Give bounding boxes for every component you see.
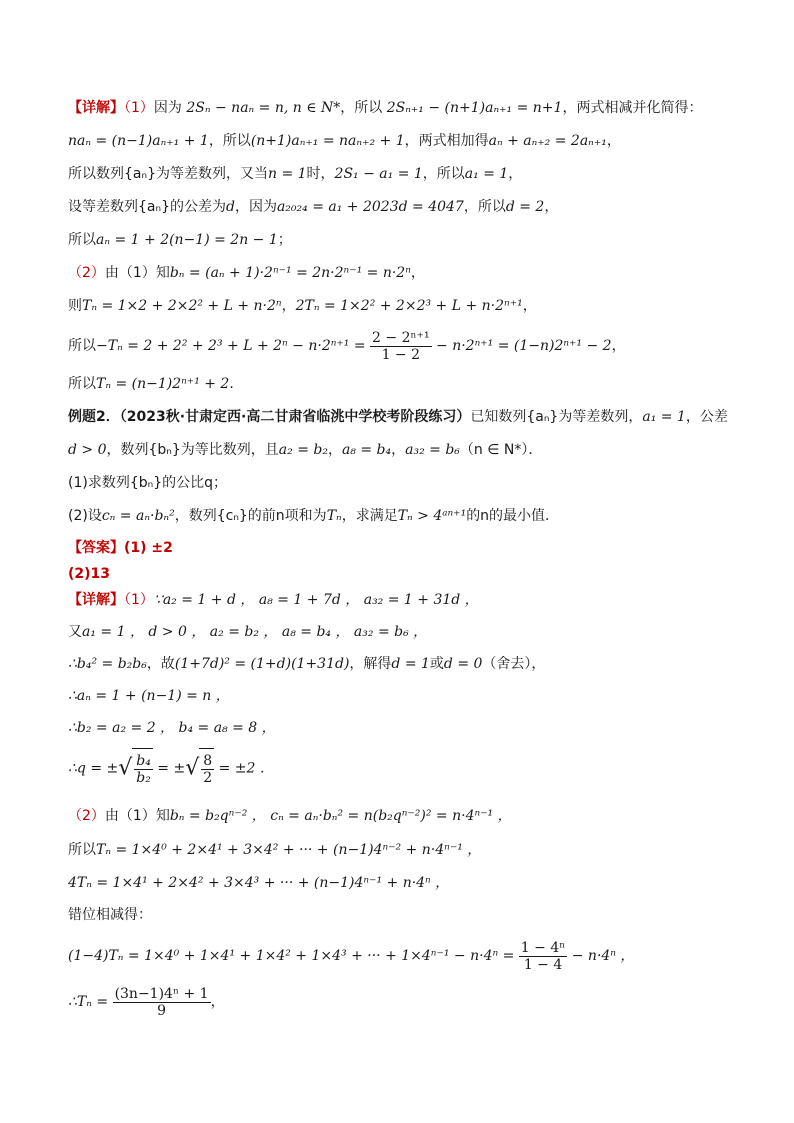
fraction-denominator: 1 − 2 (381, 346, 421, 363)
text: ，两式相加得 (404, 133, 489, 149)
text: 所以 (68, 232, 96, 248)
text: ， (410, 265, 425, 281)
text: ，数列{cₙ}的前n项和为 (174, 508, 327, 524)
text: （n ∈ N*）． (459, 442, 543, 458)
detail-line-3 (68, 164, 728, 184)
math: − n·2ⁿ⁺¹ = (1−n)2ⁿ⁺¹ − 2 (436, 338, 612, 354)
math: n = 1 (267, 166, 307, 182)
fraction-denominator: 9 (157, 1002, 167, 1019)
fraction (370, 330, 432, 363)
math: a₂ = b₂ (278, 442, 328, 458)
math: ∴b₄² = b₂b₆ (68, 656, 147, 672)
math: − n·4ⁿ ， (571, 948, 635, 964)
sqrt-icon: √ (185, 755, 200, 781)
detail2-part2-line-3 (68, 873, 728, 893)
detail-tag: 【详解】 (68, 100, 124, 116)
text: ，公差 (685, 409, 728, 425)
math: Tₙ = 1×4⁰ + 2×4¹ + 3×4² + ··· + (n−1)4ⁿ⁻² + n·4ⁿ⁻¹ ， (96, 842, 482, 858)
question-2 (68, 506, 728, 526)
math: bₙ = (aₙ + 1)·2ⁿ⁻¹ = 2n·2ⁿ⁻¹ = n·2ⁿ (169, 265, 411, 281)
answer-2: (2)13 (68, 566, 111, 582)
answer-line-2 (68, 564, 728, 584)
math: 2Tₙ = 1×2² + 2×2³ + L + n·2ⁿ⁺¹ (295, 298, 523, 314)
math: ∴b₂ = a₂ = 2 ， b₄ = a₈ = 8 ， (68, 720, 276, 736)
part-label: （1） (124, 592, 154, 608)
text: ， (611, 338, 626, 354)
text: ， (606, 133, 621, 149)
text: ，所以 (422, 166, 465, 182)
fraction-numerator: 2 − 2ⁿ⁺¹ (372, 329, 430, 346)
math: d = 1 (391, 656, 430, 672)
text: ，故 (146, 656, 175, 672)
sqrt-body (132, 748, 153, 789)
question-1 (68, 473, 728, 493)
fraction-numerator: (3n−1)4ⁿ + 1 (114, 985, 209, 1002)
question-text: (1)求数列{bₙ}的公比q； (68, 475, 227, 491)
text: ； (277, 232, 292, 248)
math: 2Sₙ − naₙ = n, n ∈ N* (186, 100, 341, 116)
fraction-numerator: 1 − 4ⁿ (520, 939, 566, 956)
example2-line-2 (68, 440, 728, 460)
text: ， (210, 994, 225, 1010)
answer-tag: 【答案】 (68, 540, 124, 556)
detail2-line-4 (68, 686, 728, 706)
text: 或 (429, 656, 444, 672)
math: (n+1)aₙ₊₁ = naₙ₊₂ + 1 (250, 133, 405, 149)
text: 则 (68, 298, 82, 314)
math: Tₙ = 1×2 + 2×2² + L + n·2ⁿ (82, 298, 282, 314)
detail2-part2-line-2 (68, 840, 728, 860)
text: 所以 (68, 376, 96, 392)
detail2-part2-line-1 (68, 806, 728, 826)
fraction (201, 753, 214, 786)
fraction-denominator: b₂ (136, 769, 151, 786)
example-source: （2023秋·甘肃定西·高二甘肃省临洮中学校考阶段练习） (119, 409, 471, 425)
math: a₁ = 1 ， d > 0 ， a₂ = b₂ ， a₈ = b₄ ， a₃₂ = b₆ ， (82, 624, 428, 640)
math: = ± (157, 760, 186, 777)
detail2-line-2 (68, 622, 728, 642)
part-label: （1） (124, 100, 154, 116)
math: cₙ = aₙ·bₙ² (101, 508, 175, 524)
text: . (229, 376, 234, 392)
text: 因为 (153, 100, 182, 116)
example-title: 例题2． (68, 409, 120, 425)
sqrt-icon: √ (118, 755, 133, 781)
detail-line-2 (68, 131, 728, 151)
detail-line-5 (68, 230, 728, 250)
text: 所以 (68, 842, 96, 858)
text: 由（1）知 (104, 265, 170, 281)
math: −Tₙ = 2 + 2² + 2³ + L + 2ⁿ − n·2ⁿ⁺¹ = (96, 338, 366, 354)
text: ，所以 (340, 100, 383, 116)
text: ， (281, 298, 296, 314)
text: 由（1）知 (104, 808, 170, 824)
math: d > 0 (68, 442, 107, 458)
text: ， (391, 442, 406, 458)
fraction-denominator: 2 (203, 769, 213, 786)
part-label: （2） (68, 808, 105, 824)
detail-line-1 (68, 98, 728, 118)
sqrt-body (199, 748, 214, 789)
fraction-numerator: b₄ (136, 752, 151, 769)
text: ， (522, 298, 537, 314)
math: a₈ = b₄ (341, 442, 392, 458)
fraction (113, 986, 211, 1019)
math: 2Sₙ₊₁ − (n+1)aₙ₊₁ = n+1 (386, 100, 563, 116)
detail-tag: 【详解】 (68, 592, 124, 608)
fraction-denominator: 1 − 4 (523, 956, 563, 973)
fraction-numerator: 8 (203, 752, 213, 769)
math: 4Tₙ = 1×4¹ + 2×4² + 3×4³ + ··· + (n−1)4ⁿ⁻¹ + n·4ⁿ ， (68, 875, 450, 891)
math: aₙ + aₙ₊₂ = 2aₙ₊₁ (488, 133, 607, 149)
text: 已知数列{aₙ}为等差数列， (470, 409, 643, 425)
text: ， (508, 166, 523, 182)
text: ，所以 (463, 199, 506, 215)
detail2-part2-line-5 (68, 936, 728, 976)
detail-part2-line-4 (68, 374, 728, 394)
detail-line-4 (68, 197, 728, 217)
math: a₁ = 1 (464, 166, 509, 182)
math: (1−4)Tₙ = 1×4⁰ + 1×4¹ + 1×4² + 1×4³ + ··· + 1×4ⁿ⁻¹ − n·4ⁿ = (68, 948, 515, 964)
detail2-line-3 (68, 654, 728, 674)
detail2-line-5 (68, 718, 728, 738)
math: a₃₂ = b₆ (405, 442, 460, 458)
text: （舍去）， (482, 656, 546, 672)
text: (2)设 (68, 508, 102, 524)
math: (1+7d)² = (1+d)(1+31d) (174, 656, 350, 672)
math: aₙ = 1 + 2(n−1) = 2n − 1 (96, 232, 278, 248)
answer-1: (1) ±2 (124, 540, 173, 556)
detail2-line-6 (68, 748, 728, 789)
math: 2S₁ − a₁ = 1 (334, 166, 423, 182)
text: 所以 (68, 338, 96, 354)
text: 所以数列{aₙ}为等差数列，又当 (68, 166, 268, 182)
math: d (225, 199, 235, 215)
math: ∴q = ± (68, 760, 119, 777)
math: ∴aₙ = 1 + (n−1) = n ， (68, 688, 230, 704)
text: ，所以 (208, 133, 251, 149)
example2-line-1 (68, 407, 728, 427)
text: ，因为 (234, 199, 277, 215)
text: 又 (68, 624, 82, 640)
math: a₂₀₂₄ = a₁ + 2023d = 4047 (276, 199, 464, 215)
detail-part2-line-1 (68, 263, 728, 283)
math: ∵a₂ = 1 + d ， a₈ = 1 + 7d ， a₃₂ = 1 + 31d ， (153, 592, 479, 608)
math: a₁ = 1 (642, 409, 686, 425)
math: bₙ = b₂qⁿ⁻² ， cₙ = aₙ·bₙ² = n(b₂qⁿ⁻²)² = n·4ⁿ⁻¹ ， (169, 808, 512, 824)
answer-line-1 (68, 538, 728, 558)
text: ，两式相减并化简得： (562, 100, 703, 116)
math: Tₙ (326, 508, 342, 524)
math: naₙ = (n−1)aₙ₊₁ + 1 (68, 133, 209, 149)
text: ， (544, 199, 559, 215)
text: 设等差数列{aₙ}的公差为 (68, 199, 226, 215)
detail2-part2-line-6 (68, 982, 728, 1022)
text: ，求满足 (341, 508, 398, 524)
math: d = 0 (443, 656, 483, 672)
detail-part2-line-3 (68, 328, 728, 364)
part-label: （2） (68, 265, 105, 281)
math: ∴Tₙ = (68, 994, 109, 1010)
text: 的n的最小值． (466, 508, 560, 524)
math: Tₙ = (n−1)2ⁿ⁺¹ + 2 (96, 376, 230, 392)
math: d = 2 (505, 199, 545, 215)
detail2-line-1 (68, 590, 728, 610)
detail-part2-line-2 (68, 296, 728, 316)
text: ，解得 (349, 656, 392, 672)
text: ， (327, 442, 342, 458)
text: 时， (306, 166, 335, 182)
fraction (134, 753, 153, 786)
fraction (519, 940, 568, 973)
detail2-part2-line-4 (68, 905, 728, 925)
text: ，数列{bₙ}为等比数列，且 (106, 442, 279, 458)
math: Tₙ > 4ᵃⁿ⁺¹ (397, 508, 467, 524)
text: 错位相减得： (68, 907, 152, 923)
math: = ±2 ． (218, 760, 274, 777)
